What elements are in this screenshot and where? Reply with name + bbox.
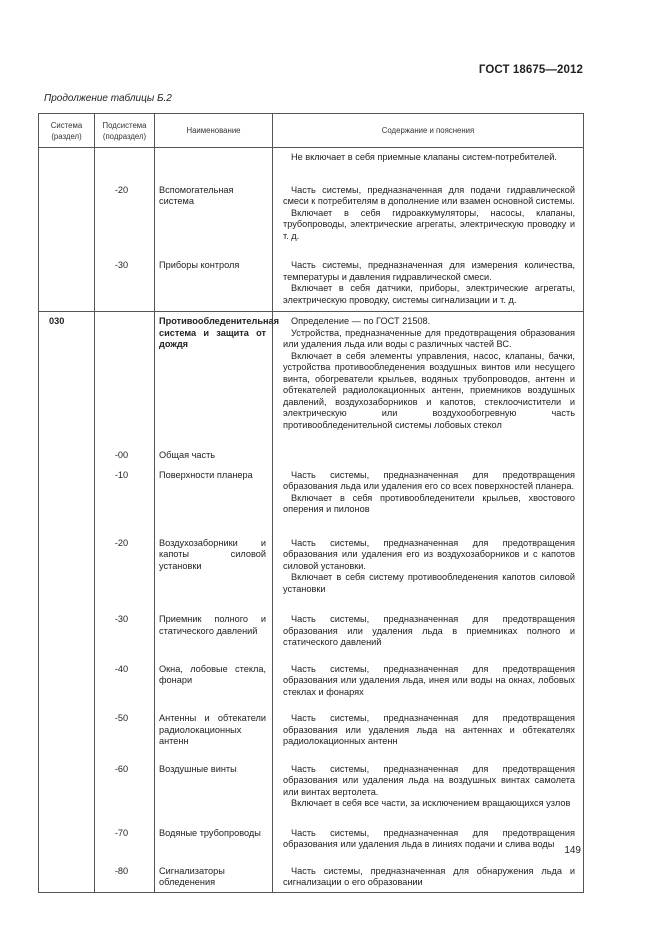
name-text: Воздушные винты <box>159 763 237 774</box>
content-cell <box>273 702 584 753</box>
content-cell <box>273 855 584 893</box>
table-row <box>39 312 584 440</box>
subsystem-cell: -10 <box>95 466 155 526</box>
col-header-content: Содержание и пояснения <box>273 114 584 148</box>
name-text: Вспомогательная система <box>159 184 234 206</box>
content-cell <box>273 439 584 466</box>
content-paragraph: Включает в себя элементы управления, насос, клапаны, бачки, устройства противообледенения воздушных винтов или несущего винта, обогреватели крыльев, водяных трубопроводов, антенн и обтекателей радиолокационных антенн, приемников воздушных давлений, воздухозаборников и капотов, стеклоочистители и электрическую или воздухообогревную часть противообледенительной системы лобовых стекол <box>283 350 575 430</box>
name-cell <box>155 603 273 653</box>
subsystem-cell: -70 <box>95 817 155 855</box>
content-paragraph: Включает в себя все части, за исключением вращающихся узлов <box>291 798 571 808</box>
name-text: Противообледенительная система и защита от дождя <box>159 316 280 349</box>
name-text: Сигнализаторы обледенения <box>159 865 225 887</box>
content-cell <box>273 249 584 312</box>
subsystem-cell: -80 <box>95 855 155 893</box>
content-paragraph: Определение — по ГОСТ 21508. <box>291 316 431 326</box>
system-cell <box>39 148 95 168</box>
content-paragraph: Часть системы, предназначенная для предотвращения образования или удаления льда в линиях подачи и слива воды <box>283 827 575 849</box>
name-cell <box>155 439 273 466</box>
table-body <box>39 148 584 893</box>
name-text: Поверхности планера <box>159 469 253 480</box>
table-row <box>39 702 584 753</box>
name-cell <box>155 312 280 440</box>
system-cell <box>39 653 95 703</box>
name-cell <box>155 466 273 526</box>
system-cell <box>39 603 95 653</box>
system-cell <box>39 753 95 817</box>
name-text: Приемник полного и статического давлений <box>159 614 266 636</box>
table-row <box>39 526 584 604</box>
content-paragraph: Устройства, предназначенные для предотвращения образования или удаления льда или воды с различных частей ВС. <box>283 327 575 349</box>
system-cell: 030 <box>39 312 95 440</box>
table-row <box>39 855 584 893</box>
system-cell <box>39 439 95 466</box>
system-cell <box>39 249 95 312</box>
system-cell <box>39 817 95 855</box>
content-paragraph: Часть системы, предназначенная для предотвращения образования или удаления льда в приемниках полного и статического давлений <box>283 614 575 647</box>
system-cell <box>39 855 95 893</box>
name-cell <box>155 249 273 312</box>
name-text: Окна, лобовые стекла, фонари <box>159 663 266 685</box>
table-row <box>39 817 584 855</box>
content-paragraph: Часть системы, предназначенная для подачи гидравлической смеси к потребителям в дополнение или взамен основной системы. <box>283 184 575 206</box>
table-row <box>39 168 584 250</box>
col-header-name: Наименование <box>155 114 273 148</box>
name-cell <box>155 653 273 703</box>
content-paragraph: Часть системы, предназначенная для измерения количества, температуры и давления гидравлической смеси. <box>283 260 575 282</box>
content-cell <box>273 312 584 440</box>
table-row <box>39 466 584 526</box>
standard-header: ГОСТ 18675—2012 <box>478 64 583 76</box>
system-cell <box>39 526 95 604</box>
name-cell <box>155 168 273 250</box>
content-paragraph: Включает в себя противообледенители крыльев, хвостового оперения и пилонов <box>283 492 575 514</box>
name-text: Воздухозаборники и капоты силовой установки <box>159 537 266 571</box>
name-text: Водяные трубопроводы <box>159 827 261 838</box>
content-cell <box>273 653 584 703</box>
name-cell <box>155 526 273 604</box>
table-row <box>39 753 584 817</box>
content-cell <box>273 603 584 653</box>
subsystem-cell: -30 <box>95 249 155 312</box>
content-cell <box>273 753 584 817</box>
table-row <box>39 603 584 653</box>
content-paragraph: Включает в себя систему противообледенения капотов силовой установки <box>283 572 575 594</box>
name-text: Антенны и обтекатели радиолокационных антенн <box>159 713 266 746</box>
name-cell <box>155 148 273 168</box>
subsystem-cell <box>95 148 155 168</box>
content-paragraph: Часть системы, предназначенная для обнаружения льда и сигнализации о его образовании <box>283 865 575 887</box>
name-cell <box>155 753 273 817</box>
subsystem-cell: -60 <box>95 753 155 817</box>
content-paragraph: Не включает в себя приемные клапаны систем-потребителей. <box>291 152 557 162</box>
table-row <box>39 148 584 168</box>
table-caption: Продолжение таблицы Б.2 <box>44 93 172 104</box>
table-header-row <box>39 114 584 148</box>
content-cell <box>273 526 584 604</box>
content-paragraph: Часть системы, предназначенная для предотвращения образования или удаления его из воздухозаборников и с капотов силовой установки. <box>283 537 575 571</box>
content-cell <box>273 148 584 168</box>
subsystem-cell: -50 <box>95 702 155 753</box>
page-number: 149 <box>564 845 581 856</box>
system-cell <box>39 168 95 250</box>
subsystem-cell: -40 <box>95 653 155 703</box>
name-cell <box>155 817 273 855</box>
name-text: Приборы контроля <box>159 260 240 270</box>
subsystem-cell: -30 <box>95 603 155 653</box>
table-row <box>39 249 584 312</box>
content-paragraph: Часть системы, предназначенная для предотвращения образования или удаления льда на антеннах и обтекателях радиолокационных антенн <box>283 713 575 746</box>
system-cell <box>39 702 95 753</box>
name-text: Общая часть <box>159 450 216 460</box>
content-paragraph: Включает в себя гидроаккумуляторы, насосы, клапаны, трубопроводы, электрические агрегаты, электрическую проводку и т. д. <box>283 207 575 241</box>
content-paragraph: Включает в себя датчики, приборы, электрические агрегаты, электрическую проводку, системы сигнализации и т. д. <box>283 283 575 305</box>
col-header-system: Система (раздел) <box>39 114 95 148</box>
content-paragraph: Часть системы, предназначенная для предотвращения образования или удаления льда на воздушных винтах самолета или винтах вертолета. <box>283 763 575 797</box>
subsystem-cell <box>95 312 155 440</box>
content-paragraph: Часть системы, предназначенная для предотвращения образования или удаления льда, инея или воды на окнах, лобовых стеклах и фонарях <box>283 663 575 697</box>
content-paragraph: Часть системы, предназначенная для предотвращения образования льда или удаления его со всех поверхностей планера. <box>283 469 575 491</box>
system-cell <box>39 466 95 526</box>
subsystem-cell: -20 <box>95 168 155 250</box>
subsystem-cell: -00 <box>95 439 155 466</box>
content-cell <box>273 817 584 855</box>
content-cell <box>273 466 584 526</box>
table-row <box>39 439 584 466</box>
content-cell <box>273 168 584 250</box>
classification-table <box>38 113 584 893</box>
subsystem-cell: -20 <box>95 526 155 604</box>
name-cell <box>155 702 273 753</box>
name-cell <box>155 855 273 893</box>
col-header-subsystem: Подсистема (подраздел) <box>95 114 155 148</box>
table-row <box>39 653 584 703</box>
